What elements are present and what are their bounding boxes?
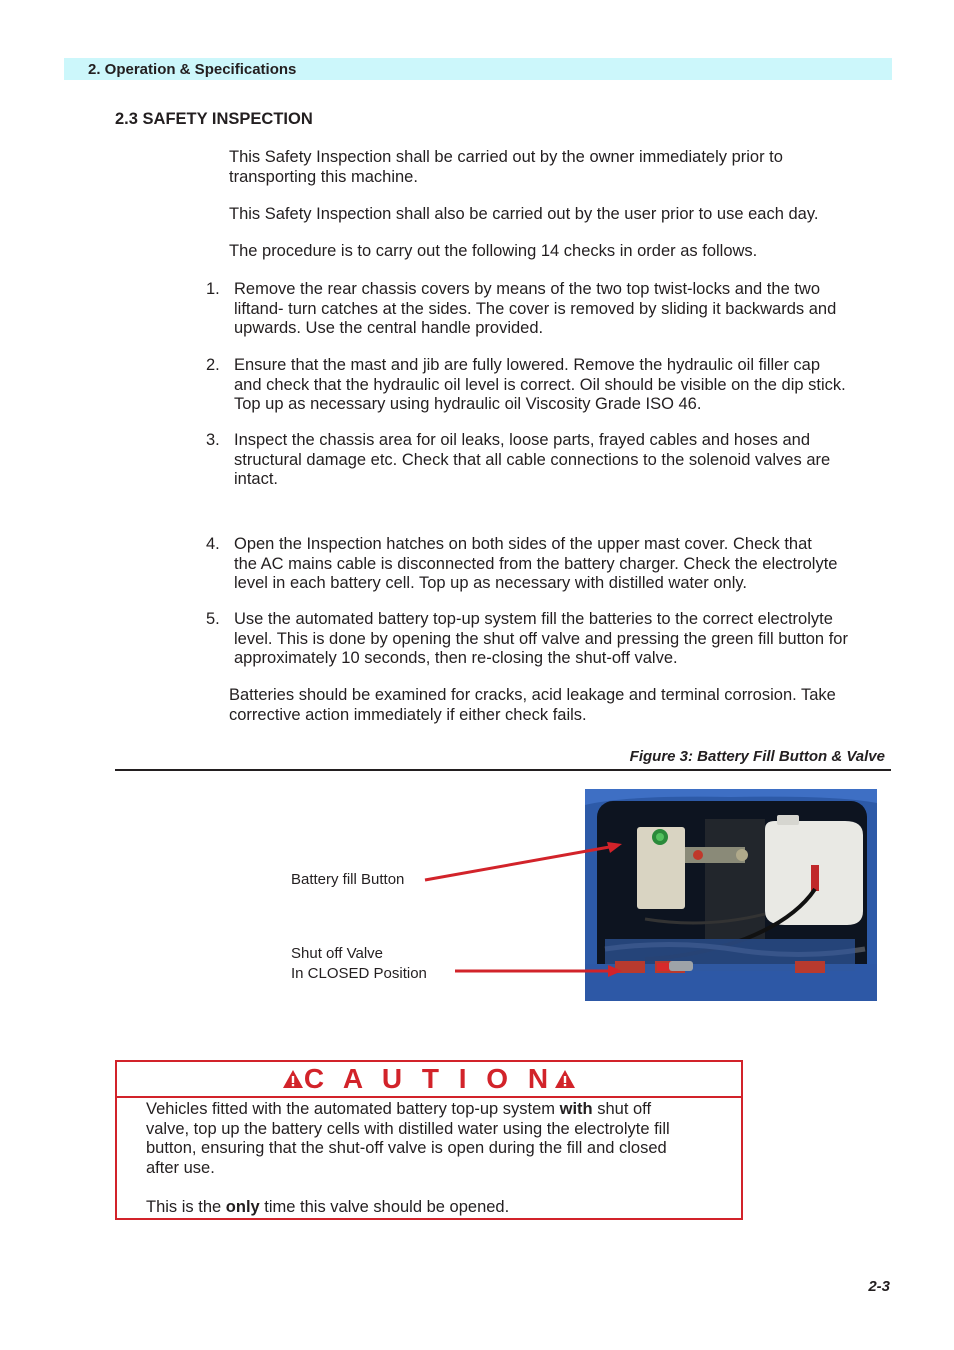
text-line: and check that the hydraulic oil level is correct. Oil should be visible on the dip stick. — [234, 375, 846, 394]
figure-caption: Figure 3: Battery Fill Button & Valve — [629, 748, 885, 765]
text-line: Remove the rear chassis covers by means of the two top twist-locks and the two — [234, 280, 821, 298]
text-line: approximately 10 seconds, then re-closing the shut-off valve. — [234, 649, 678, 667]
emphasis-only: only — [225, 1197, 260, 1216]
text-line: Batteries should be examined for cracks, acid leakage and terminal corrosion. Take — [229, 686, 836, 704]
warning-icon — [554, 1069, 576, 1089]
check-number: 4. — [206, 535, 220, 553]
text-line: level. This is done by opening the shut off valve and pressing the green fill button for — [234, 629, 848, 648]
intro-paragraph-2 — [229, 205, 818, 225]
check-item-3 — [234, 431, 830, 490]
text-line: transporting this machine. — [229, 167, 418, 186]
text-line: liftand- turn catches at the sides. The cover is removed by sliding it backwards and — [234, 299, 837, 318]
section-header-band — [64, 58, 892, 80]
caution-line — [146, 1198, 726, 1218]
text-run: Vehicles fitted with the automated battery top-up system — [146, 1100, 560, 1118]
text-line: Ensure that the mast and jib are fully lowered. Remove the hydraulic oil filler cap — [234, 356, 821, 374]
text-run: shut off — [592, 1100, 652, 1118]
check-number: 2. — [206, 356, 220, 374]
batteries-note — [229, 686, 836, 725]
text-line: Open the Inspection hatches on both sides of the upper mast cover. Check that — [234, 535, 812, 553]
emphasis-with: with — [559, 1100, 593, 1118]
intro-paragraph-1 — [229, 148, 783, 187]
check-number: 1. — [206, 280, 220, 298]
text-line: level in each battery cell. Top up as necessary with distilled water only. — [234, 574, 747, 592]
check-number: 3. — [206, 431, 220, 449]
page-number: 2-3 — [868, 1278, 890, 1295]
text-line: Top up as necessary using hydraulic oil Viscosity Grade ISO 46. — [234, 395, 702, 413]
text-run: time this valve should be opened. — [259, 1197, 510, 1216]
section-title: 2.3 SAFETY INSPECTION — [115, 110, 313, 128]
figure-divider — [115, 769, 891, 771]
text-line: The procedure is to carry out the following 14 checks in order as follows. — [229, 242, 758, 260]
text-line: This Safety Inspection shall also be carried out by the user prior to use each day. — [229, 205, 819, 223]
check-item-5 — [234, 610, 848, 669]
caution-line: button, ensuring that the shut-off valve is open during the fill and closed — [146, 1139, 667, 1157]
text-line: Use the automated battery top-up system fill the batteries to the correct electrolyte — [234, 610, 833, 628]
warning-icon — [282, 1069, 304, 1089]
check-item-2 — [234, 356, 846, 415]
caution-body — [146, 1100, 726, 1217]
caution-header — [117, 1062, 741, 1098]
text-line: Inspect the chassis area for oil leaks, loose parts, frayed cables and hoses and — [234, 431, 810, 449]
battery-compartment-photo — [585, 789, 877, 1001]
text-line: upwards. Use the central handle provided. — [234, 319, 544, 337]
text-line: structural damage etc. Check that all cable connections to the solenoid valves are — [234, 450, 831, 469]
caution-title: C A U T I O N — [303, 1063, 555, 1094]
check-item-4 — [234, 535, 837, 594]
label-shut-off-valve — [291, 944, 427, 983]
section-header: 2. Operation & Specifications — [88, 61, 297, 78]
caution-line — [146, 1100, 726, 1120]
text-line: In CLOSED Position — [291, 964, 427, 982]
check-item-1 — [234, 280, 836, 339]
caution-line: after use. — [146, 1158, 215, 1177]
text-line: the AC mains cable is disconnected from the battery charger. Check the electrolyte — [234, 554, 838, 573]
text-line: corrective action immediately if either check fails. — [229, 705, 587, 724]
caution-line: valve, top up the battery cells with distilled water using the electrolyte fill — [146, 1119, 670, 1138]
label-battery-fill-button: Battery fill Button — [291, 871, 405, 888]
text-line: This Safety Inspection shall be carried out by the owner immediately prior to — [229, 148, 783, 166]
intro-paragraph-3 — [229, 242, 757, 262]
check-number: 5. — [206, 610, 220, 628]
caution-box — [115, 1060, 743, 1220]
text-run: This is the — [146, 1197, 226, 1216]
text-line: Shut off Valve — [291, 945, 384, 962]
text-line: intact. — [234, 470, 279, 488]
